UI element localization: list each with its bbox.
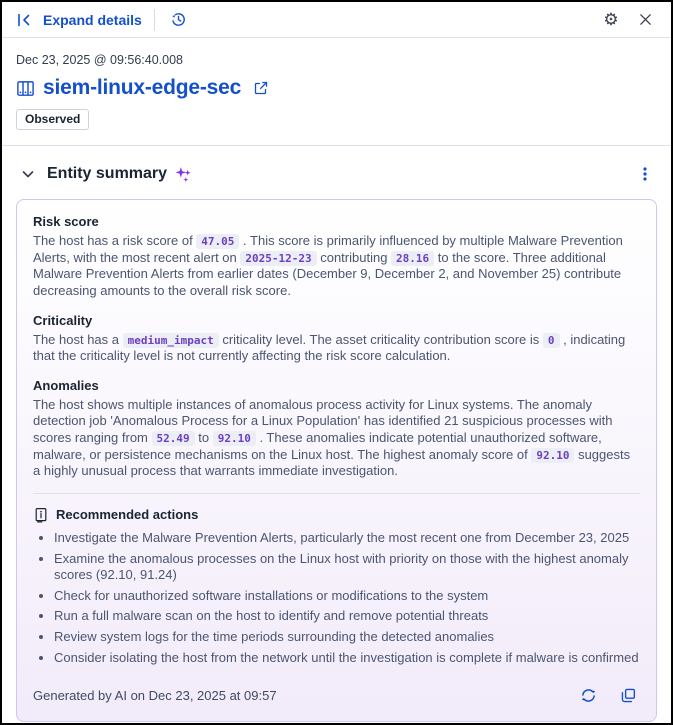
inline-code-value: 47.05 xyxy=(196,234,239,249)
observed-badge: Observed xyxy=(16,109,89,130)
chevron-down-icon xyxy=(20,166,36,182)
text-segment: . This score is primarily influenced by multiple Malware Prevention Alerts, with the most recent alert on xyxy=(33,233,623,265)
expand-details-button[interactable] xyxy=(12,8,142,32)
entity-summary-panel xyxy=(16,199,657,722)
summary-footer xyxy=(33,683,640,707)
text-segment: suggests a highly unusual process that warrants immediate investigation. xyxy=(33,446,631,479)
entity-title-row xyxy=(16,76,657,100)
copy-icon xyxy=(620,687,637,704)
entity-summary-title: Entity summary xyxy=(47,165,168,182)
inline-code-value: 52.49 xyxy=(152,431,195,446)
recommended-actions-heading: Recommended actions xyxy=(56,507,199,523)
event-timestamp: Dec 23, 2025 @ 09:56:40.008 xyxy=(16,53,183,67)
flyout-header-left xyxy=(12,8,191,32)
risk-score-heading: Risk score xyxy=(33,214,99,229)
inline-code-value: 92.10 xyxy=(531,448,574,463)
recommended-actions-list xyxy=(33,530,640,666)
text-segment: . These anomalies indicate potential unauthorized software, malware, or persistence mechanisms on the Linux host. The highest anomaly score of xyxy=(33,430,602,462)
text-segment: to xyxy=(194,430,213,445)
inline-code-value: 92.10 xyxy=(213,431,256,446)
copy-button[interactable] xyxy=(616,683,640,707)
inline-code-value: 0 xyxy=(543,333,560,348)
text-segment: The host has a risk score of xyxy=(33,233,197,248)
recommended-action-item: • Examine the anomalous processes on the Linux host with priority on those with the highest anomaly scores (92.10, 91.24) xyxy=(54,551,640,584)
criticality-heading: Criticality xyxy=(33,312,93,328)
summary-footer-actions xyxy=(576,683,640,707)
flyout-header xyxy=(2,2,671,38)
expand-details-label: Expand details xyxy=(43,11,142,28)
regenerate-button[interactable] xyxy=(576,683,600,707)
inline-code-value: medium_impact xyxy=(123,333,219,348)
recommended-action-item: • Investigate the Malware Prevention Alerts, particularly the most recent one from December 23, 2025 xyxy=(54,530,640,547)
recommended-action-item: • Review system logs for the time periods surrounding the detected anomalies xyxy=(54,629,640,646)
host-icon xyxy=(16,79,35,98)
close-icon xyxy=(638,12,653,27)
generated-by-label: Generated by AI on Dec 23, 2025 at 09:57 xyxy=(33,687,277,703)
criticality-text xyxy=(33,332,640,365)
entity-summary-header xyxy=(2,146,671,186)
history-icon xyxy=(170,11,187,28)
inline-code-value: 2025-12-23 xyxy=(240,251,316,266)
sparkles-icon xyxy=(174,165,193,184)
recommended-action-item: • Consider isolating the host from the network until the investigation is complete if malware is confirmed xyxy=(54,650,640,667)
open-entity-button[interactable] xyxy=(249,76,273,100)
notebook-icon xyxy=(33,507,49,523)
anomalies-heading: Anomalies xyxy=(33,377,99,393)
vertical-dots-icon xyxy=(637,166,653,182)
text-segment: The host shows multiple instances of anomalous process activity for Linux systems. The anomaly detection job 'Anomalous Process for a Linux Population' has identified 21 suspicious processes with scores ranging from xyxy=(33,396,613,445)
text-segment: criticality level. The asset criticality contribution score is xyxy=(218,331,543,347)
risk-score-text xyxy=(33,233,640,300)
flyout-header-right xyxy=(599,8,657,32)
recommended-actions-header xyxy=(33,507,640,523)
collapse-left-icon xyxy=(12,8,36,32)
refresh-icon xyxy=(580,687,597,704)
collapse-summary-button[interactable] xyxy=(16,162,40,186)
anomalies-text xyxy=(33,397,640,480)
external-link-icon xyxy=(253,80,269,96)
recommended-action-item: • Run a full malware scan on the host to identify and remove potential threats xyxy=(54,608,640,625)
settings-button[interactable] xyxy=(599,8,623,32)
text-segment: , indicating that the criticality level is not currently affecting the risk score calculation. xyxy=(33,331,626,364)
text-segment: to the score. Three additional Malware Prevention Alerts from earlier dates (December 9, December 2, and November 25) contribute decreasing amounts to the overall risk score. xyxy=(33,249,622,298)
text-segment: contributing xyxy=(316,249,392,265)
gear-icon: ⚙ xyxy=(603,10,619,29)
entity-name[interactable]: siem-linux-edge-sec xyxy=(43,76,242,99)
more-options-button[interactable] xyxy=(633,162,657,186)
inline-code-value: 28.16 xyxy=(391,251,434,266)
recommended-action-item: • Check for unauthorized software installations or modifications to the system xyxy=(54,588,640,605)
close-button[interactable] xyxy=(633,8,657,32)
history-button[interactable] xyxy=(167,8,191,32)
header-divider xyxy=(154,9,155,31)
entity-head xyxy=(2,53,671,130)
text-segment: The host has a xyxy=(33,331,123,347)
panel-divider xyxy=(33,493,640,494)
